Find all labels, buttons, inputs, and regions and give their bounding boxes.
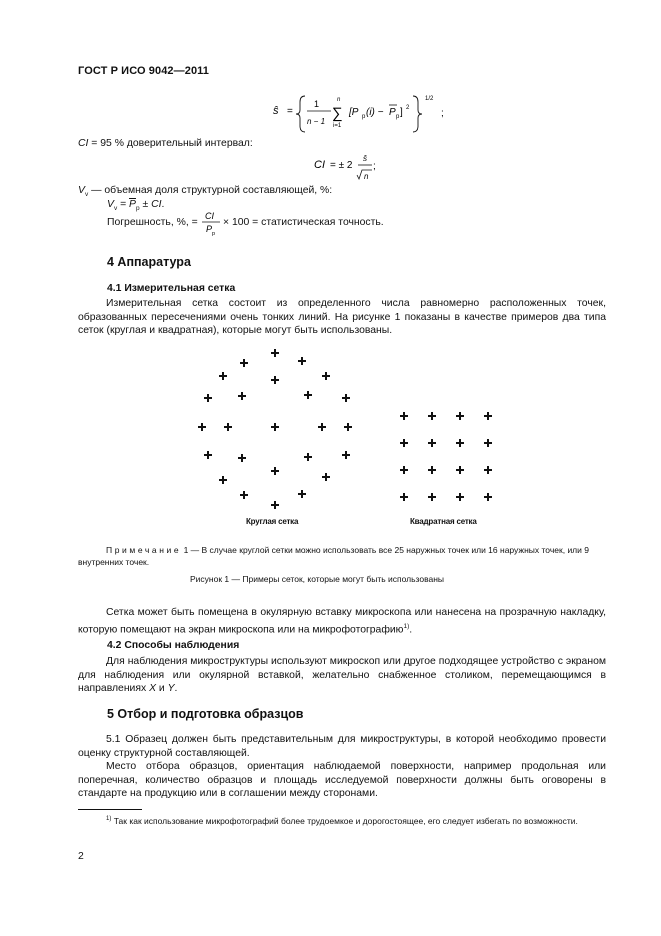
square-grid-point <box>456 412 464 420</box>
round-grid-point <box>271 349 279 357</box>
f1-sum-top: n <box>337 97 341 103</box>
vv-f-psub: р <box>135 205 140 213</box>
vv-f-dot: . <box>161 199 165 210</box>
error-formula-fraction <box>200 208 224 238</box>
f1-sq: 2 <box>406 105 410 111</box>
round-grid-point <box>240 359 248 367</box>
f1-paren: (i) − <box>366 107 384 118</box>
round-grid-point <box>318 423 326 431</box>
square-grid-point <box>456 439 464 447</box>
axis-y: Y <box>167 683 175 695</box>
footnote-separator <box>78 809 142 810</box>
para2-end: . <box>409 624 413 636</box>
square-grid-point <box>400 439 408 447</box>
note-text: 1 — В случае круглой сетки можно использовать все 25 наружных точек или 16 наружных точек, или 9 внутренних точек. <box>78 545 589 567</box>
f2-num: ŝ <box>363 154 367 163</box>
footnote-ref: 1) <box>403 622 410 630</box>
vv-symbol: V <box>78 185 85 196</box>
square-grid-point <box>456 493 464 501</box>
f1-sum-bottom: i=1 <box>333 123 342 129</box>
square-grid-point <box>484 493 492 501</box>
section-4-2-heading: 4.2 Способы наблюдения <box>107 640 240 651</box>
f1-pbar-sub: p <box>396 114 400 120</box>
f1-eq: = <box>287 106 293 117</box>
round-grid-point <box>322 372 330 380</box>
section-4-2-paragraph <box>78 655 606 696</box>
f1-exp: 1/2 <box>425 96 434 102</box>
f2-semicolon: ; <box>373 161 376 172</box>
para3-end: . <box>174 683 178 695</box>
square-grid-point <box>400 412 408 420</box>
round-grid-point <box>219 372 227 380</box>
section-4-1-paragraph: Измерительная сетка состоит из определенного числа равномерно расположенных точек, образованных пересечениями очень тонких линий. На рисунке 1 показаны в качестве примеров два типа сеток (круглая и квадратная), которые могут быть использованы. <box>78 298 606 337</box>
round-grid-point <box>240 491 248 499</box>
figure-note <box>78 544 613 568</box>
footnote <box>78 813 613 827</box>
f1-semicolon: ; <box>441 108 444 119</box>
figure-square-grid <box>396 405 496 505</box>
error-formula-post: × 100 = статистическая точность. <box>223 217 384 228</box>
ef-den: P <box>206 224 213 234</box>
square-grid-point <box>484 439 492 447</box>
vv-f-eq: = <box>117 199 130 210</box>
square-grid-point <box>400 466 408 474</box>
square-grid-point <box>484 412 492 420</box>
f2-den: n <box>364 172 369 181</box>
section-5-1-paragraph: 5.1 Образец должен быть представительным для микроструктуры, в которой необходимо провести оценку структурной составляющей. <box>78 734 606 759</box>
round-grid-point <box>224 423 232 431</box>
square-grid-point <box>428 412 436 420</box>
square-grid-point <box>456 466 464 474</box>
round-grid-point <box>219 476 227 484</box>
round-grid-point <box>298 357 306 365</box>
square-grid-point <box>484 466 492 474</box>
label-round-grid: Круглая сетка <box>246 517 299 526</box>
footnote-mark: 1) <box>106 816 112 822</box>
axis-x: X <box>149 683 157 695</box>
para3-and: и <box>156 683 168 695</box>
formula-ci <box>310 150 410 186</box>
f1-close: ] <box>400 107 403 118</box>
ef-num: CI <box>205 211 214 221</box>
square-grid-point <box>428 439 436 447</box>
ci-text: = 95 % доверительный интервал: <box>88 138 253 149</box>
round-grid-point <box>198 423 206 431</box>
f1-pbar: P <box>389 107 396 118</box>
round-grid-point <box>342 451 350 459</box>
round-grid-point <box>271 376 279 384</box>
ci-definition <box>78 137 253 151</box>
section-5-paragraph-2: Место отбора образцов, ориентация наблюдаемой поверхности, например продольная или поперечная, количество образцов и площадь исследуемой поверхности должны быть оговорены в стандарте на продукцию или в соглашении между сторонами. <box>78 761 606 800</box>
round-grid-point <box>342 394 350 402</box>
note-label: Примечание <box>106 545 182 555</box>
page-number: 2 <box>78 851 84 862</box>
square-grid-point <box>428 493 436 501</box>
section-5-heading: 5 Отбор и подготовка образцов <box>107 707 304 721</box>
round-grid-point <box>238 454 246 462</box>
vv-f-sub: v <box>113 205 118 213</box>
figure-round-grid <box>190 345 360 515</box>
round-grid-point <box>304 453 312 461</box>
square-grid-point <box>400 493 408 501</box>
vv-formula <box>107 198 164 216</box>
round-grid-point <box>298 490 306 498</box>
round-grid-point <box>204 394 212 402</box>
round-grid-point <box>304 391 312 399</box>
ef-den-sub: р <box>212 231 216 237</box>
round-grid-point <box>322 473 330 481</box>
f2-lhs: CI <box>314 159 325 171</box>
f1-psub: p <box>362 114 366 120</box>
vv-f-v: V <box>107 199 114 210</box>
section-4-heading: 4 Аппаратура <box>107 255 191 269</box>
section-4-1-paragraph-2 <box>78 606 606 637</box>
para2-text: Сетка может быть помещена в окулярную вставку микроскопа или нанесена на прозрачную накладку, которую помещают на экран микроскопа или на микрофотографию <box>78 607 606 636</box>
para3-text: Для наблюдения микроструктуры используют микроскоп или другое подходящее устройство с экраном для наблюдения или окулярной вставкой, желательно снабженное столиком, перемещающимся в направлениях <box>78 656 606 695</box>
round-grid-point <box>271 423 279 431</box>
ci-symbol: CI <box>78 138 89 149</box>
label-square-grid: Квадратная сетка <box>410 517 477 526</box>
document-header: ГОСТ Р ИСО 9042—2011 <box>78 65 210 77</box>
f1-s: ŝ <box>273 105 279 117</box>
f1-one: 1 <box>314 99 320 109</box>
f2-eq: = ± 2 <box>330 160 353 171</box>
vv-f-p: $\overline{P}$ <box>129 199 136 210</box>
vv-text: — объемная доля структурной составляющей, %: <box>88 185 333 196</box>
error-formula-pre: Погрешность, %, = <box>107 217 198 228</box>
round-grid-point <box>344 423 352 431</box>
footnote-text: Так как использование микрофотографий более трудоемкое и дорогостоящее, его следует избегать по возможности. <box>111 815 578 826</box>
round-grid-point <box>204 451 212 459</box>
f1-sigma: ∑ <box>332 105 343 122</box>
f1-nm1: n − 1 <box>307 117 326 126</box>
round-grid-point <box>271 501 279 509</box>
f1-body: [P <box>349 107 359 118</box>
round-grid-point <box>271 467 279 475</box>
formula-s-hat <box>265 92 465 136</box>
figure-caption: Рисунок 1 — Примеры сеток, которые могут быть использованы <box>190 574 445 584</box>
vv-sub: v <box>84 191 89 199</box>
square-grid-point <box>428 466 436 474</box>
section-4-1-heading: 4.1 Измерительная сетка <box>107 283 236 294</box>
vv-f-ci: CI <box>151 199 162 210</box>
round-grid-point <box>238 392 246 400</box>
vv-f-pm: ± <box>139 199 152 210</box>
